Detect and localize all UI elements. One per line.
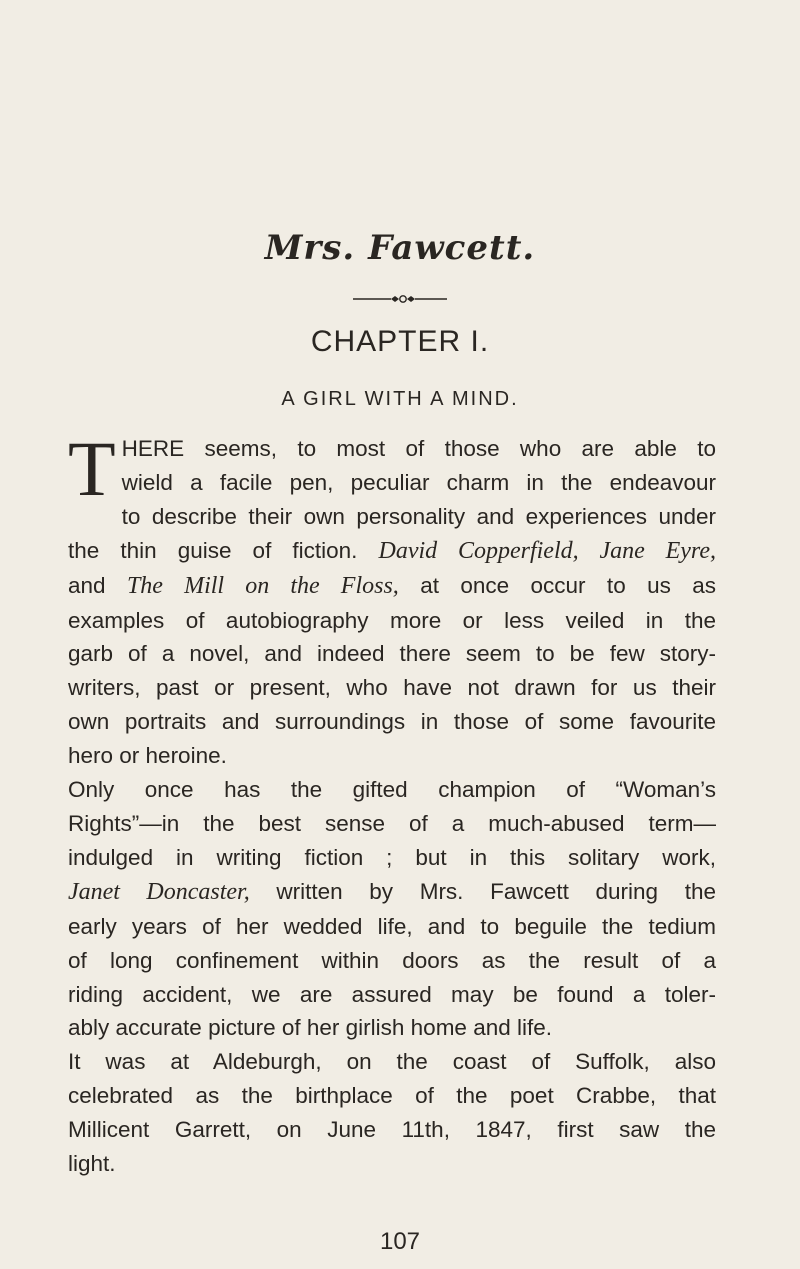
- text-line: [68, 875, 716, 910]
- chapter-subtitle: A GIRL WITH A MIND.: [281, 388, 519, 410]
- paragraph-3: [68, 1045, 716, 1181]
- text-line: riding accident, we are assured may be found a toler-: [68, 981, 716, 1007]
- body-text: [68, 425, 717, 1181]
- text-line: celebrated as the birthplace of the poet Crabbe, that: [68, 1083, 716, 1109]
- text-run: written by Mrs. Fawcett during the: [249, 878, 716, 904]
- text-line: to describe their own personality and experiences under: [121, 503, 716, 529]
- text-line: [68, 534, 716, 569]
- text-line: examples of autobiography more or less veiled in the: [68, 607, 716, 633]
- text-line: indulged in writing fiction ; but in this solitary work,: [68, 844, 716, 870]
- drop-cap: T: [68, 425, 116, 512]
- text-line: wield a facile pen, peculiar charm in the endeavour: [121, 469, 716, 495]
- text-line: Millicent Garrett, on June 11th, 1847, first saw the: [68, 1117, 716, 1143]
- text-run: and: [68, 572, 127, 598]
- text-line: hero or heroine.: [68, 743, 227, 769]
- text-line: [68, 569, 716, 604]
- running-title: Mrs. Fawcett.: [264, 228, 536, 268]
- paragraph-2: [68, 773, 716, 1045]
- chapter-heading: CHAPTER I.: [310, 325, 490, 358]
- text-line: ably accurate picture of her girlish home and life.: [68, 1015, 553, 1041]
- page-number: 107: [379, 1228, 421, 1255]
- book-title-italic: The Mill on the Floss,: [126, 572, 399, 599]
- paragraph-1: [68, 425, 717, 773]
- text-line: garb of a novel, and indeed there seem to be few story-: [68, 641, 716, 667]
- text-line: HERE seems, to most of those who are able to: [121, 436, 716, 461]
- text-line: own portraits and surroundings in those of some favourite: [68, 709, 716, 735]
- text-line: of long confinement within doors as the result of a: [68, 947, 716, 973]
- text-line: writers, past or present, who have not drawn for us their: [68, 675, 716, 701]
- ornament-divider: [353, 293, 447, 305]
- text-run: at once occur to us as: [398, 572, 717, 598]
- text-line: light.: [68, 1151, 116, 1177]
- text-run: the thin guise of fiction.: [68, 537, 379, 563]
- text-line: Rights”—in the best sense of a much-abused term—: [68, 810, 716, 836]
- text-line: early years of her wedded life, and to beguile the tedium: [68, 913, 716, 939]
- book-title-italic: David Copperfield, Jane Eyre,: [378, 537, 716, 564]
- text-line: Only once has the gifted champion of “Woman’s: [68, 777, 716, 803]
- book-title-italic: Janet Doncaster,: [68, 878, 250, 905]
- text-line: It was at Aldeburgh, on the coast of Suffolk, also: [68, 1049, 716, 1075]
